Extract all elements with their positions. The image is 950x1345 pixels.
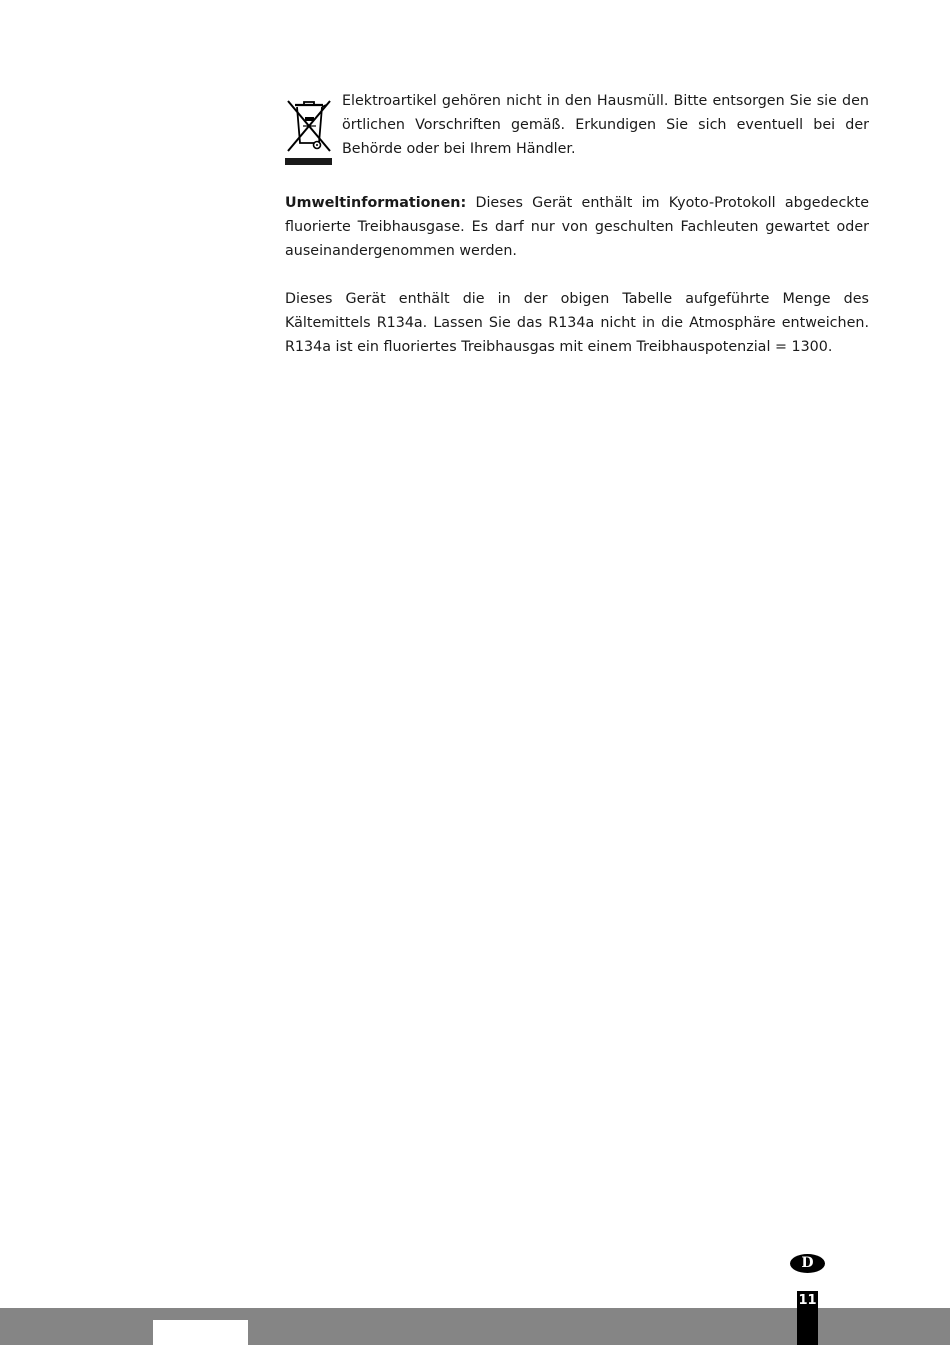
footer-white-box (153, 1320, 248, 1345)
environment-text: Dieses Gerät enthält im Kyoto-Protokoll abgedeckte fluorierte Treibhausgase. Es darf nur von geschulten Fachleuten gewartet oder auseinandergenommen werden. (285, 195, 869, 259)
refrigerant-info: Dieses Gerät enthält die in der obigen Tabelle aufgeführte Menge des Kältemittels R134a. Lassen Sie das R134a nicht in die Atmosphäre entweichen. R134a ist ein fluoriertes Treibhausgas mit einem Treibhauspotenzial = 1300. (285, 291, 869, 355)
page-number-tab (797, 1291, 818, 1345)
disposal-text: Elektroartikel gehören nicht in den Hausmüll. Bitte entsorgen Sie sie den örtlichen Vorschriften gemäß. Erkundigen Sie sich eventuell bei der Behörde oder bei Ihrem Händler. (342, 93, 869, 157)
environment-label: Umweltinformationen: (285, 195, 467, 211)
environment-info (285, 191, 869, 263)
disposal-notice (285, 89, 869, 167)
crossed-out-wheelie-bin-icon (285, 93, 333, 165)
language-badge: D (790, 1254, 825, 1273)
page-number: 11 (798, 1293, 817, 1308)
main-content (285, 89, 869, 359)
